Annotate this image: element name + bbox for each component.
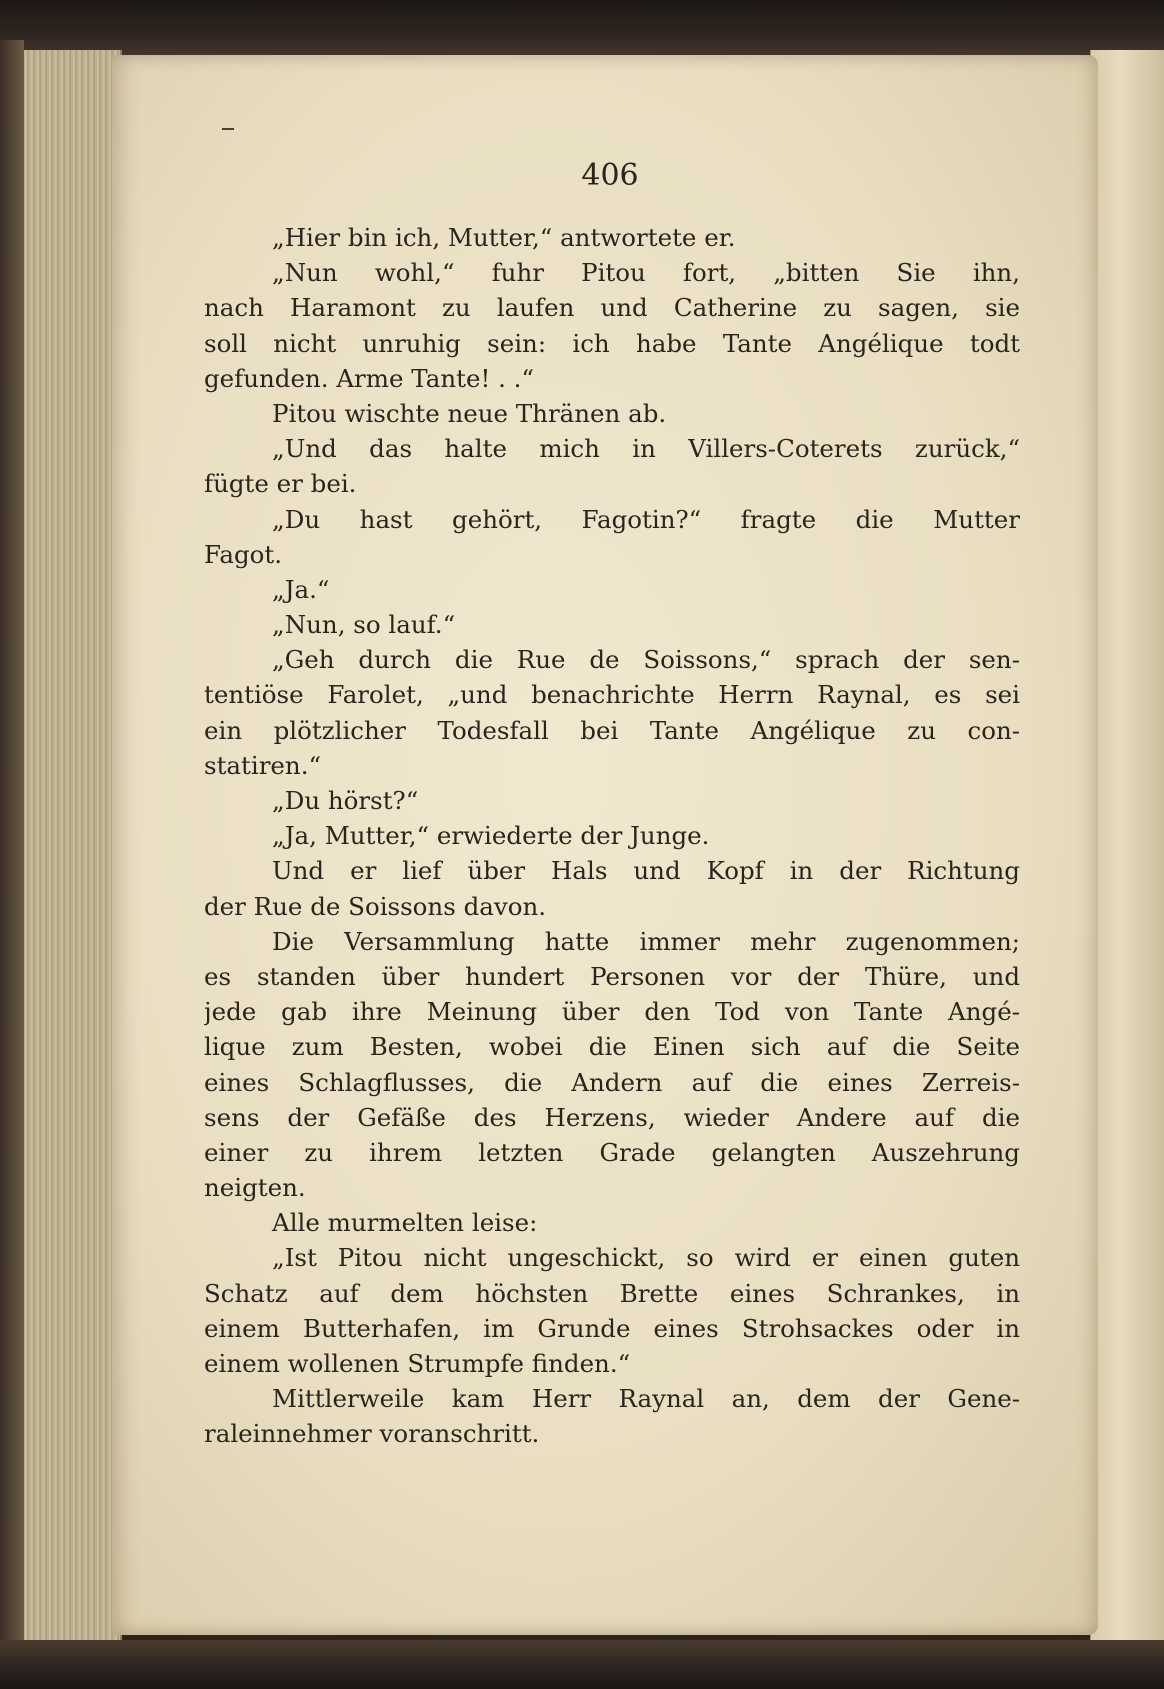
text-line: einem wollenen Strumpfe finden.“ xyxy=(204,1349,631,1378)
text-line: tentiöse Farolet, „und benachrichte Herrn Raynal, es sei xyxy=(204,680,1020,710)
text-line: eines Schlagflusses, die Andern auf die eines Zerreis- xyxy=(204,1067,1020,1097)
facing-page-edge xyxy=(1090,50,1164,1650)
book-binding-top xyxy=(0,0,1164,62)
text-line: „Nun, so lauf.“ xyxy=(272,610,456,640)
text-line: neigten. xyxy=(204,1173,306,1203)
text-line: Schatz auf dem höchsten Brette eines Schrankes, in xyxy=(204,1278,1020,1308)
text-line: es standen über hundert Personen vor der Thüre, und xyxy=(204,961,1020,991)
text-line: lique zum Besten, wobei die Einen sich auf die Seite xyxy=(204,1032,1020,1062)
text-line: „Du hast gehört, Fagotin?“ fragte die Mutter xyxy=(272,504,1020,534)
text-line: „Ja.“ xyxy=(272,574,330,604)
text-line: ein plötzlicher Todesfall bei Tante Angélique zu con- xyxy=(204,715,1020,745)
book-spine-edge xyxy=(0,40,24,1660)
text-line: Alle murmelten leise: xyxy=(272,1208,538,1238)
text-line: Mittlerweile kam Herr Raynal an, dem der Gene- xyxy=(272,1384,1020,1414)
text-line: raleinnehmer voranschritt. xyxy=(204,1419,540,1449)
text-line: nach Haramont zu laufen und Catherine zu sagen, sie xyxy=(204,293,1020,323)
text-line: einem Butterhafen, im Grunde eines Strohsackes oder in xyxy=(204,1313,1020,1343)
text-line: statiren.“ xyxy=(204,750,322,780)
text-line: „Du hörst?“ xyxy=(272,786,419,815)
text-line: „Nun wohl,“ fuhr Pitou fort, „bitten Sie ihn, xyxy=(272,258,1020,288)
text-line: soll nicht unruhig sein: ich habe Tante Angélique todt xyxy=(204,328,1020,358)
text-line: sens der Gefäße des Herzens, wieder Andere auf die xyxy=(204,1102,1020,1132)
text-line: „Geh durch die Rue de Soissons,“ sprach der sen- xyxy=(272,645,1020,675)
text-line: Und er lief über Hals und Kopf in der Richtung xyxy=(272,856,1020,886)
text-line: fügte er bei. xyxy=(204,469,357,499)
text-line: „Und das halte mich in Villers-Coterets zurück,“ xyxy=(272,434,1020,464)
text-line: Die Versammlung hatte immer mehr zugenommen; xyxy=(272,926,1020,956)
page-text-body xyxy=(204,220,1020,1452)
text-line: jede gab ihre Meinung über den Tod von Tante Angé- xyxy=(204,997,1020,1027)
printer-mark xyxy=(222,128,234,130)
page-number: 406 xyxy=(581,158,639,193)
text-line: der Rue de Soissons davon. xyxy=(204,891,547,921)
text-line: gefunden. Arme Tante! . .“ xyxy=(204,363,534,393)
book-binding-bottom xyxy=(0,1640,1164,1689)
text-line: „Hier bin ich, Mutter,“ antwortete er. xyxy=(272,223,736,252)
text-line: „Ja, Mutter,“ erwiederte der Junge. xyxy=(272,821,710,851)
text-line: Fagot. xyxy=(204,539,283,569)
text-line: Pitou wischte neue Thränen ab. xyxy=(272,398,667,428)
text-line: einer zu ihrem letzten Grade gelangten Auszehrung xyxy=(204,1137,1020,1167)
text-line: „Ist Pitou nicht ungeschickt, so wird er einen guten xyxy=(272,1243,1020,1273)
